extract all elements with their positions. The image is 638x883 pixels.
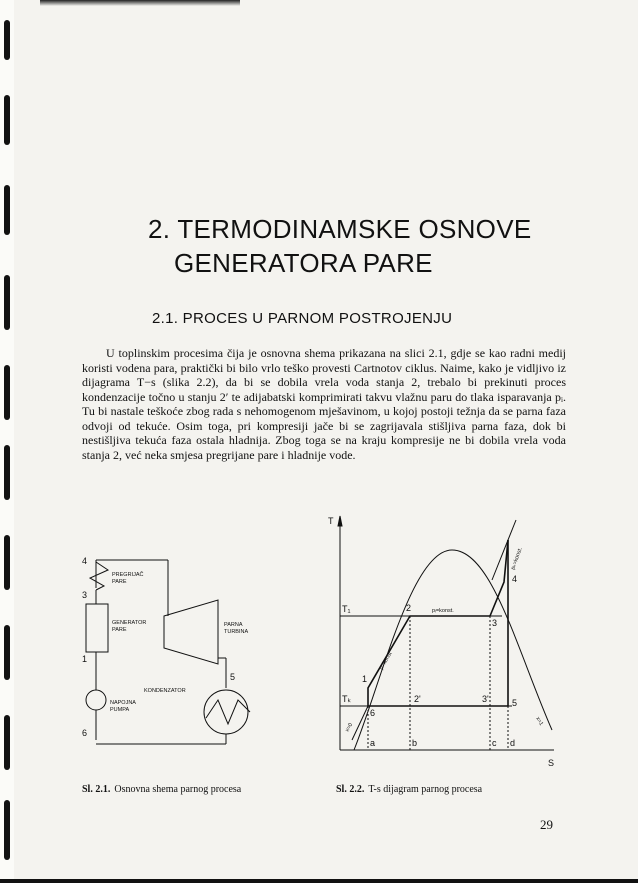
point-1: 1 — [362, 674, 368, 684]
binding-hole — [4, 800, 10, 860]
body-paragraph: U toplinskim procesima čija je osnovna shema prikazana na slici 2.1, gdje se kao radni medij koristi vodena para, praktički bi bilo vrlo teško provesti Cartnotov ciklus. Naime, kako je vidljivo iz dijagrama T−s (slika 2.2), da bi se dobila vrela voda stanja 2, trebalo bi prekinuti proces kondenzacije točno u stanju 2′ te adijabatski komprimirati takvu vlažnu paru do tlaka isparavanja pᵢ. Tu bi nastale teškoće zbog rada s nehomogenom mješavinom, u kojoj postoji težnja da se parna faza odvoji od tekuće. Osim toga, pri kompresiji jače bi se zagrijavala stišljiva parna faza, dok bi nestišljiva tekuća faza ostala hladnija. Zbog toga se na kraju kompresije ne bi dobila vrela voda stanja 2, već neka smjesa pregrijane pare i hladnije vode. — [82, 346, 566, 462]
binding-hole — [4, 625, 10, 680]
figure-steam-plant-schematic — [78, 540, 278, 760]
feed-pump-circle — [86, 690, 106, 710]
point-2prime: 2' — [414, 694, 421, 704]
figure-ts-diagram — [322, 510, 562, 772]
label-pressure-const: pᵢ=konst. — [432, 608, 454, 614]
body-text — [82, 346, 566, 462]
s-mark-b: b — [412, 738, 418, 748]
scan-shadow-bottom — [0, 879, 638, 883]
point-3: 3 — [492, 618, 498, 628]
point-6: 6 — [82, 728, 88, 738]
label-p-const: p=konst — [378, 651, 394, 671]
chapter-title — [148, 212, 588, 280]
point-5: 5 — [512, 698, 518, 708]
point-6: 6 — [370, 708, 376, 718]
steam-generator-box — [86, 604, 108, 652]
figure2-caption-text: T-s dijagram parnog procesa — [368, 784, 483, 795]
point-1: 1 — [82, 654, 88, 664]
binding-hole — [4, 445, 10, 500]
s-mark-a: a — [370, 738, 376, 748]
cycle-upper-path — [368, 540, 508, 706]
label-condenser: KONDENZATOR — [144, 688, 186, 694]
figure1-caption — [82, 784, 241, 795]
scan-shadow-top — [40, 0, 240, 6]
label-pump: NAPOJNA PUMPA — [110, 700, 136, 713]
label-x0: x=0 — [344, 722, 355, 733]
point-3prime: 3' — [482, 694, 489, 704]
binding-hole — [4, 365, 10, 420]
superheater-coil — [90, 562, 108, 590]
label-t-axis: T — [328, 516, 334, 526]
label-tk: Tₖ — [342, 694, 352, 704]
label-pk-const: pₖ=konst. — [510, 546, 524, 571]
binding-hole — [4, 715, 10, 770]
s-mark-c: c — [492, 738, 497, 748]
binding-hole — [4, 185, 10, 235]
page-number: 29 — [540, 817, 553, 832]
label-superheater: PREGRIJAČ PARE — [112, 572, 144, 585]
figure1-caption-text: Osnovna shema parnog procesa — [114, 784, 242, 795]
figure2-caption-number: Sl. 2.2. — [336, 784, 365, 795]
binding-hole — [4, 535, 10, 590]
figure2-caption — [336, 784, 482, 795]
binding-edge — [0, 0, 14, 883]
label-generator: GENERATOR PARE — [112, 620, 147, 633]
point-4: 4 — [82, 556, 88, 566]
chapter-title-line1: 2. TERMODINAMSKE OSNOVE — [148, 214, 532, 244]
steam-turbine — [164, 600, 218, 664]
section-title: 2.1. PROCES U PARNOM POSTROJENJU — [152, 310, 453, 327]
cycle-lower-path — [368, 540, 508, 706]
label-turbine: PARNA TURBINA — [224, 622, 249, 635]
t-axis-arrow — [338, 516, 342, 526]
label-s-axis: S — [548, 758, 555, 768]
binding-hole — [4, 95, 10, 145]
binding-hole — [4, 275, 10, 330]
chapter-title-line2: GENERATORA PARE — [174, 248, 433, 278]
label-x1: x=1 — [534, 716, 544, 727]
binding-hole — [4, 20, 10, 60]
point-2: 2 — [406, 603, 412, 613]
s-mark-d: d — [510, 738, 516, 748]
saturation-dome — [354, 550, 552, 750]
point-4: 4 — [512, 574, 518, 584]
point-3: 3 — [82, 590, 88, 600]
condenser-coil — [206, 700, 250, 724]
point-5: 5 — [230, 672, 236, 682]
label-t1: T₁ — [342, 604, 351, 614]
figure1-caption-number: Sl. 2.1. — [82, 784, 111, 795]
